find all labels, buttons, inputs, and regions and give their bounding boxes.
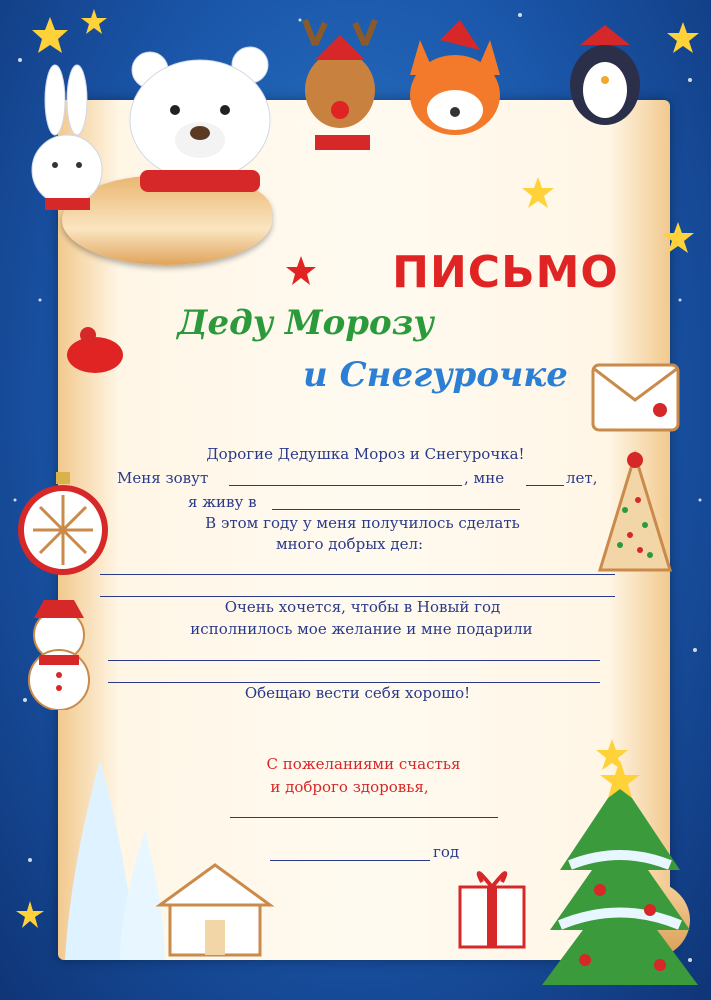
year-suffix: год [433,843,460,861]
promise-line: Обещаю вести себя хорошо! [244,684,471,702]
deeds-line1: В этом году у меня получилось сделать [205,514,520,532]
wish-line2: исполнилось мое желание и мне подарили [190,620,533,638]
deeds-line2: много добрых дел: [275,535,424,553]
city-prefix: я живу в [188,493,257,511]
age-prefix: , мне [464,469,505,487]
polar-bear-icon [120,40,290,220]
subtitle-line2: и Снегурочке [303,355,568,395]
name-prefix: Меня зовут [117,469,209,487]
star-icon [665,20,701,56]
subtitle-line1: Деду Морозу [177,303,434,343]
city-field[interactable] [272,509,520,510]
signature-field[interactable] [230,817,498,818]
penguin-icon [565,20,645,130]
fox-icon [400,20,510,150]
wishes-line2: и доброго здоровья, [270,778,429,796]
star-icon [30,15,70,55]
star-icon [15,900,45,930]
wish-field-2[interactable] [108,682,600,683]
gift-box-icon [452,862,532,952]
year-field[interactable] [270,860,430,861]
name-field[interactable] [229,485,462,486]
reindeer-icon [290,15,390,165]
deeds-field-1[interactable] [100,574,615,575]
star-icon [80,8,108,36]
age-field[interactable] [526,485,564,486]
wishes-line1: С пожеланиями счастья [266,755,461,773]
letter-title: ПИСЬМО [392,247,619,298]
house-icon [150,860,280,960]
deeds-field-2[interactable] [100,596,615,597]
greeting-line: Дорогие Дедушка Мороз и Снегурочка! [206,445,525,463]
wish-line1: Очень хочется, чтобы в Новый год [224,598,501,616]
age-suffix: лет, [566,469,598,487]
wish-field-1[interactable] [108,660,600,661]
star-icon [520,175,556,211]
bunny-icon [15,60,115,230]
